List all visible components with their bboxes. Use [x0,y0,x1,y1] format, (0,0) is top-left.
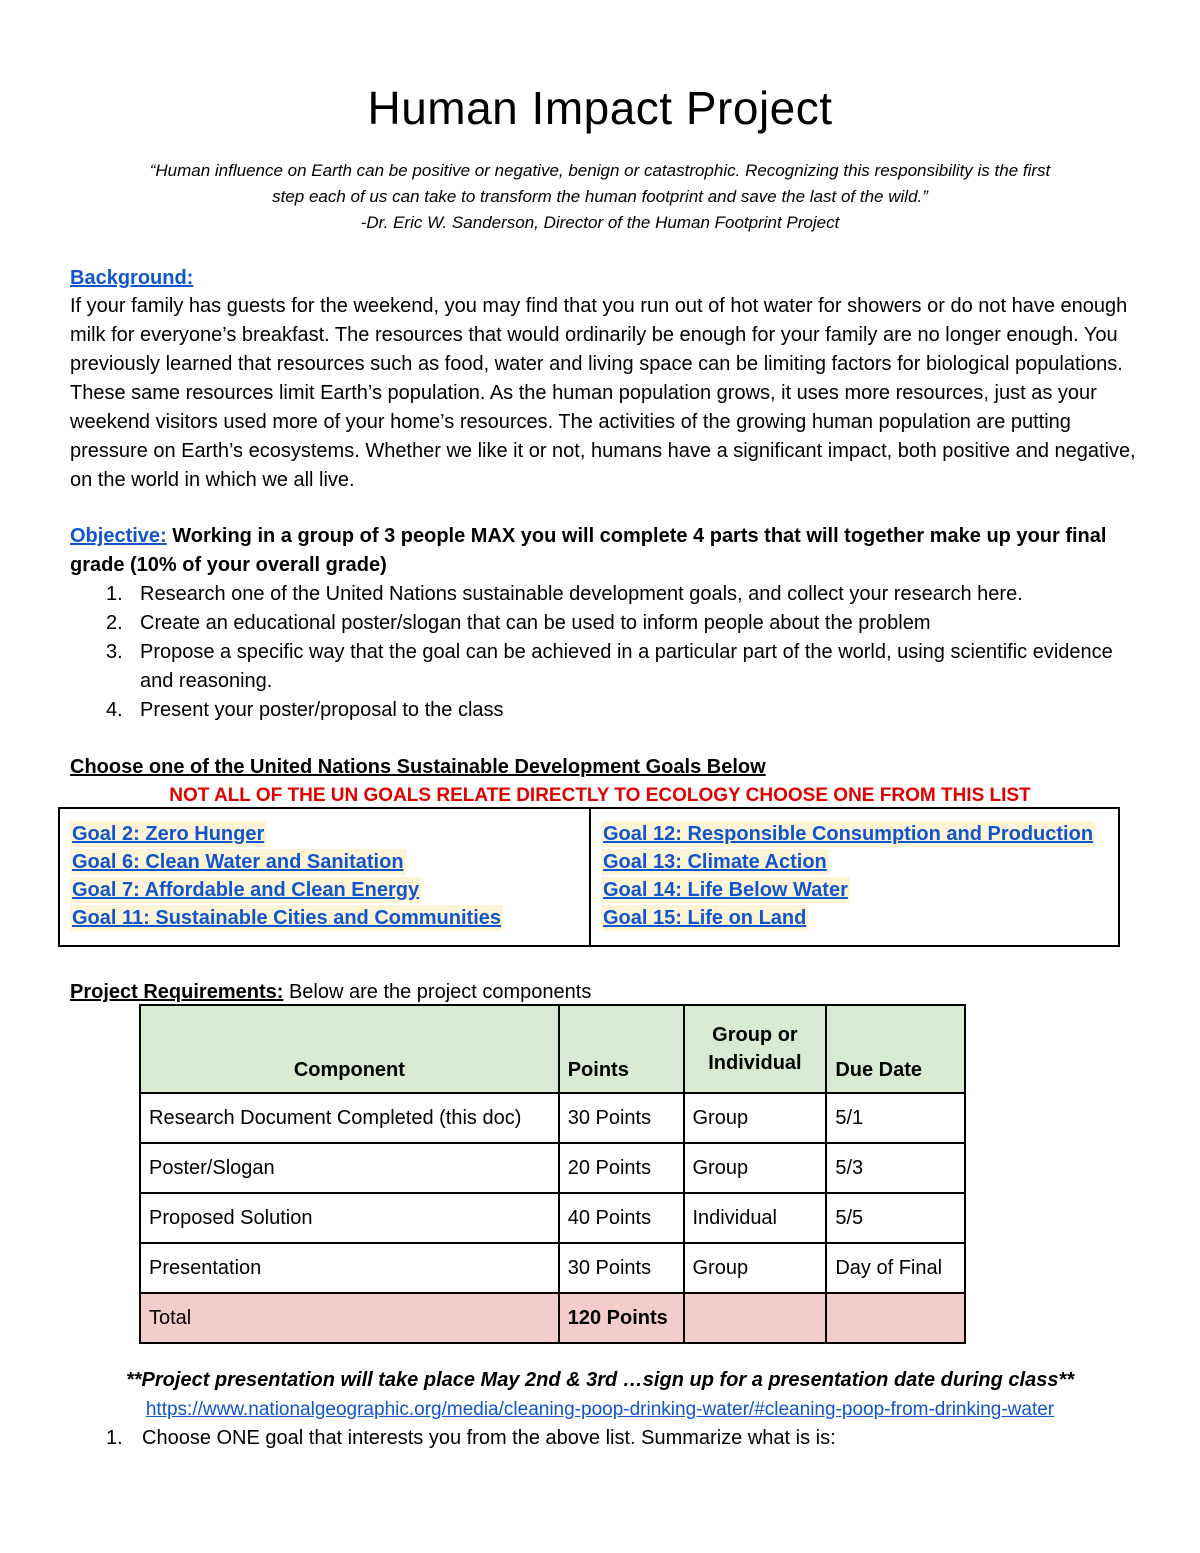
objective-list [70,580,1130,725]
list-item [70,638,1130,696]
table-row [140,1143,965,1193]
objective-text: Working in a group of 3 people MAX you will complete 4 parts that will together make up your final grade (10% of your overall grade) [70,525,1107,576]
list-item [70,696,1130,725]
table-row [140,1093,965,1143]
goal-link-6[interactable]: Goal 6: Clean Water and Sanitation [72,851,404,873]
objective-paragraph [70,522,1140,580]
list-item-text: Present your poster/proposal to the class [140,699,504,721]
background-label: Background: [70,267,194,289]
cell-component: Presentation [140,1243,559,1293]
list-item-text: Create an educational poster/slogan that can be used to inform people about the problem [140,612,931,634]
table-header-row [140,1005,965,1093]
natgeo-link[interactable]: https://www.nationalgeographic.org/media/cleaning-poop-drinking-water/#cleaning-poop-from-drinking-water [145,1399,1055,1420]
goals-table [58,807,1120,947]
goal-link-7[interactable]: Goal 7: Affordable and Clean Energy [72,879,420,901]
cell-points: 40 Points [559,1193,684,1243]
table-row [140,1193,965,1243]
list-number: 3. [106,641,123,663]
cell-points: 20 Points [559,1143,684,1193]
list-number: 2. [106,612,123,634]
cell-due: 5/3 [826,1143,965,1193]
cell-component: Poster/Slogan [140,1143,559,1193]
table-total-row [140,1293,965,1343]
question-number: 1. [106,1427,123,1449]
cell-due: 5/1 [826,1093,965,1143]
cell-points: 30 Points [559,1093,684,1143]
list-item-text: Propose a specific way that the goal can be achieved in a particular part of the world, using scientific evidence and reasoning. [140,641,1113,692]
goal-link-2[interactable]: Goal 2: Zero Hunger [72,823,265,845]
cell-points: 30 Points [559,1243,684,1293]
table-row [140,1243,965,1293]
question-1 [106,1424,836,1452]
question-text: Choose ONE goal that interests you from the above list. Summarize what is is: [142,1427,836,1449]
header-group-line1: Group or [712,1024,798,1046]
cell-due: 5/5 [826,1193,965,1243]
requirements-text: Below are the project components [283,981,592,1003]
quote-line-1: “Human influence on Earth can be positive or negative, benign or catastrophic. Recognizing this responsibility is the first [149,161,1051,180]
list-number: 1. [106,583,123,605]
goal-link-13[interactable]: Goal 13: Climate Action [603,851,827,873]
goals-column-left [60,809,589,945]
total-group [684,1293,827,1343]
quote-block [70,158,1130,236]
goals-heading: Choose one of the United Nations Sustainable Development Goals Below [70,756,766,778]
cell-component: Proposed Solution [140,1193,559,1243]
cell-due: Day of Final [826,1243,965,1293]
goals-column-right [589,809,1118,945]
total-due [826,1293,965,1343]
page-title: Human Impact Project [367,82,833,134]
header-component: Component [140,1005,559,1093]
total-points: 120 Points [559,1293,684,1343]
goal-link-11[interactable]: Goal 11: Sustainable Cities and Communities [72,907,501,929]
background-heading [70,264,193,292]
cell-group: Group [684,1143,827,1193]
requirements-heading [70,978,591,1006]
cell-group: Individual [684,1193,827,1243]
presentation-note: **Project presentation will take place May 2nd & 3rd …sign up for a presentation date during class** [125,1369,1075,1391]
header-group [684,1005,827,1093]
quote-attribution: -Dr. Eric W. Sanderson, Director of the Human Footprint Project [360,213,840,232]
goal-link-14[interactable]: Goal 14: Life Below Water [603,879,848,901]
goal-link-12[interactable]: Goal 12: Responsible Consumption and Production [603,823,1094,845]
quote-line-2: step each of us can take to transform the human footprint and save the last of the wild.” [272,187,928,206]
objective-label: Objective: [70,525,167,547]
list-item [70,609,1130,638]
goals-warning: NOT ALL OF THE UN GOALS RELATE DIRECTLY TO ECOLOGY CHOOSE ONE FROM THIS LIST [169,785,1031,806]
goal-link-15[interactable]: Goal 15: Life on Land [603,907,807,929]
header-due-date: Due Date [826,1005,965,1093]
cell-group: Group [684,1243,827,1293]
list-item-text: Research one of the United Nations sustainable development goals, and collect your research here. [140,583,1023,605]
list-item [70,580,1130,609]
background-paragraph: If your family has guests for the weekend, you may find that you run out of hot water for showers or do not have enough milk for everyone’s breakfast. The resources that would ordinarily be enough for your family are no longer enough. You previously learned that resources such as food, water and living space can be limiting factors for biological populations. These same resources limit Earth’s population. As the human population grows, it uses more resources, just as your weekend visitors used more of your home’s resources. The activities of the growing human population are putting pressure on Earth’s ecosystems. Whether we like it or not, humans have a significant impact, both positive and negative, on the world in which we all live. [70,295,1136,491]
cell-group: Group [684,1093,827,1143]
header-group-line2: Individual [708,1052,802,1074]
total-label: Total [140,1293,559,1343]
list-number: 4. [106,699,123,721]
requirements-label: Project Requirements: [70,981,284,1003]
requirements-table [139,1004,966,1344]
header-points: Points [559,1005,684,1093]
cell-component: Research Document Completed (this doc) [140,1093,559,1143]
